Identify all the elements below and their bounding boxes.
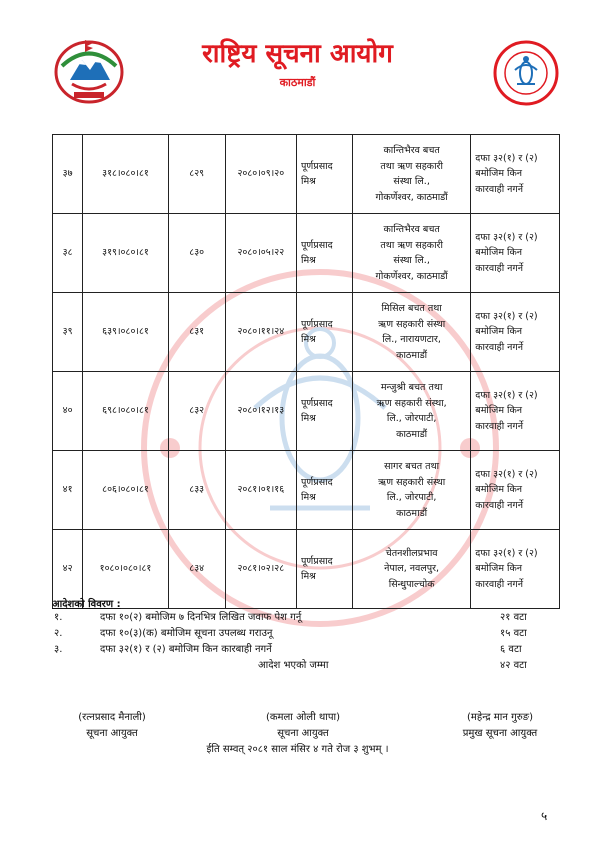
signatory-role: सूचना आयुक्त xyxy=(86,728,138,739)
summary-item xyxy=(52,610,560,626)
respondent-cell-line: लि., जोरपाटी, xyxy=(386,413,437,424)
summary-item-text: दफा ३२(१) र (२) बमोजिम किन कारबाही नगर्ने xyxy=(100,644,272,655)
decision-cell-line: दफा ३२(१) र (२) xyxy=(475,231,538,243)
order-date-cell: २०८१।०१।१६ xyxy=(225,451,296,530)
decision-cell-line: बमोजिम किन xyxy=(475,563,523,575)
respondent-cell-line: मिसिल बचत तथा xyxy=(381,303,442,314)
respondent-cell-line: कान्तिभैरव बचत xyxy=(383,224,440,235)
page-title: राष्ट्रिय सूचना आयोग xyxy=(202,39,393,69)
respondent-cell-line: सागर बचत तथा xyxy=(384,461,440,472)
order-number-cell: ८३३ xyxy=(168,451,225,530)
decision-cell xyxy=(471,293,560,372)
table-row xyxy=(53,135,560,214)
respondent-cell-line: तथा ऋण सहकारी xyxy=(380,160,443,172)
signatory-name: (महेन्द्र मान गुरुङ) xyxy=(467,712,533,723)
decision-cell-line: कारवाही नगर्ने xyxy=(475,262,524,274)
summary-item xyxy=(52,626,560,642)
decision-cell-line: कारवाही नगर्ने xyxy=(475,341,524,353)
order-date-cell: २०८०।०५।२२ xyxy=(225,214,296,293)
decision-cell xyxy=(471,135,560,214)
registration-number-cell: ८०६।०८०।८१ xyxy=(83,451,169,530)
respondent-cell-line: गोकर्णेश्वर, काठमाडौं xyxy=(375,270,448,282)
respondent-cell-line: काठमाडौं xyxy=(396,507,428,519)
registration-number-cell: ३१८।०८०।८१ xyxy=(83,135,169,214)
registration-number-cell: ३१९।०८०।८१ xyxy=(83,214,169,293)
signatory-role: सूचना आयुक्त xyxy=(277,728,329,739)
summary-item-count: ६ वटा xyxy=(500,644,522,655)
decision-cell xyxy=(471,372,560,451)
appellant-name-cell: पूर्णप्रसाद मिश्र xyxy=(297,214,353,293)
summary-title: आदेशको विवरण : xyxy=(52,599,121,610)
decision-cell-line: दफा ३२(१) र (२) xyxy=(475,310,538,322)
signatory-name: (कमला ओली थापा) xyxy=(265,712,341,723)
respondent-cell-line: ऋण सहकारी संस्था, xyxy=(376,397,447,409)
serial-number-cell: ४० xyxy=(53,372,83,451)
decision-cell-line: बमोजिम किन xyxy=(475,168,523,180)
table-row xyxy=(53,372,560,451)
decision-cell-line: दफा ३२(१) र (२) xyxy=(475,547,538,559)
decision-cell-line: बमोजिम किन xyxy=(475,405,523,417)
respondent-cell-line: काठमाडौं xyxy=(396,349,428,361)
order-number-cell: ८२९ xyxy=(168,135,225,214)
serial-number-cell: ३८ xyxy=(53,214,83,293)
serial-number-cell: ४२ xyxy=(53,530,83,609)
summary-item-number: ३. xyxy=(54,644,63,655)
respondent-cell-line: कान्तिभैरव बचत xyxy=(383,145,440,156)
decision-cell xyxy=(471,214,560,293)
summary-total-label: आदेश भएको जम्मा xyxy=(258,660,329,671)
signature-block xyxy=(52,710,172,742)
decision-cell-line: कारवाही नगर्ने xyxy=(475,420,524,432)
respondent-cell-line: मन्जुश्री बचत तथा xyxy=(380,382,443,393)
order-date-cell: २०८१।०२।२८ xyxy=(225,530,296,609)
table-row xyxy=(53,451,560,530)
decision-cell-line: कारवाही नगर्ने xyxy=(475,183,524,195)
appellant-name-cell: पूर्णप्रसाद मिश्र xyxy=(297,372,353,451)
respondent-cell-line: गोकर्णेश्वर, काठमाडौं xyxy=(375,191,448,203)
decision-cell-line: बमोजिम किन xyxy=(475,484,523,496)
serial-number-cell: ३७ xyxy=(53,135,83,214)
appellant-name-cell: पूर्णप्रसाद मिश्र xyxy=(297,451,353,530)
decision-cell-line: दफा ३२(१) र (२) xyxy=(475,389,538,401)
appellant-name-cell: पूर्णप्रसाद मिश्र xyxy=(297,293,353,372)
table-row xyxy=(53,293,560,372)
decision-cell xyxy=(471,451,560,530)
order-date-cell: २०८०।११।२४ xyxy=(225,293,296,372)
order-summary xyxy=(52,596,560,674)
decision-cell-line: बमोजिम किन xyxy=(475,247,523,259)
respondent-cell-line: सिन्धुपाल्चोक xyxy=(388,578,435,590)
respondent-cell-line: चेतनशीलप्रभाव xyxy=(385,547,438,559)
respondent-cell-line: तथा ऋण सहकारी xyxy=(380,239,443,251)
serial-number-cell: ३९ xyxy=(53,293,83,372)
table-row xyxy=(53,214,560,293)
order-number-cell: ८३१ xyxy=(168,293,225,372)
order-number-cell: ८३० xyxy=(168,214,225,293)
orders-table xyxy=(52,134,560,609)
respondent-cell-line: संस्था लि., xyxy=(393,176,430,187)
respondent-cell xyxy=(353,214,471,293)
signature-block xyxy=(432,710,568,742)
respondent-cell-line: ऋण सहकारी संस्था xyxy=(378,476,446,488)
decision-cell-line: कारवाही नगर्ने xyxy=(475,499,524,511)
decision-cell-line: दफा ३२(१) र (२) xyxy=(475,468,538,480)
respondent-cell-line: लि., नारायणटार, xyxy=(382,334,441,345)
order-date-cell: २०८०।०९।२० xyxy=(225,135,296,214)
commission-logo xyxy=(493,40,559,106)
page-number: ५ xyxy=(541,809,548,823)
summary-total xyxy=(52,658,560,674)
appellant-name-cell: पूर्णप्रसाद मिश्र xyxy=(297,530,353,609)
order-date-cell: २०८०।१२।१३ xyxy=(225,372,296,451)
registration-number-cell: १०८०।०८०।८१ xyxy=(83,530,169,609)
summary-item xyxy=(52,642,560,658)
order-number-cell: ८३४ xyxy=(168,530,225,609)
summary-total-count: ४२ वटा xyxy=(500,660,527,671)
summary-item-count: १५ वटा xyxy=(500,628,527,639)
appellant-name-cell: पूर्णप्रसाद मिश्र xyxy=(297,135,353,214)
date-line: ईति सम्वत् २०८१ साल मंसिर ४ गते रोज ३ शुभम् । xyxy=(206,744,389,755)
respondent-cell xyxy=(353,372,471,451)
summary-item-text: दफा १०(३)(क) बमोजिम सूचना उपलब्ध गराउनू xyxy=(100,628,273,639)
decision-cell-line: कारवाही नगर्ने xyxy=(475,578,524,590)
registration-number-cell: ६९८।०८०।८१ xyxy=(83,372,169,451)
serial-number-cell: ४१ xyxy=(53,451,83,530)
summary-item-count: २१ वटा xyxy=(500,612,527,623)
signatory-name: (रत्नप्रसाद मैनाली) xyxy=(78,712,146,723)
summary-item-number: १. xyxy=(54,612,63,623)
respondent-cell-line: नेपाल, नवलपुर, xyxy=(384,563,440,575)
respondent-cell xyxy=(353,293,471,372)
respondent-cell-line: ऋण सहकारी संस्था xyxy=(378,318,446,330)
order-number-cell: ८३२ xyxy=(168,372,225,451)
signatory-role: प्रमुख सूचना आयुक्त xyxy=(462,728,538,739)
decision-cell-line: दफा ३२(१) र (२) xyxy=(475,152,538,164)
respondent-cell xyxy=(353,135,471,214)
decision-cell-line: बमोजिम किन xyxy=(475,326,523,338)
page-subtitle: काठमाडौं xyxy=(279,76,316,89)
registration-number-cell: ६३९।०८०।८१ xyxy=(83,293,169,372)
summary-item-text: दफा १०(२) बमोजिम ७ दिनभित्र लिखित जवाफ पेश गर्नू xyxy=(100,612,302,623)
respondent-cell-line: संस्था लि., xyxy=(393,255,430,266)
respondent-cell-line: लि., जोरपाटी, xyxy=(386,492,437,503)
respondent-cell xyxy=(353,451,471,530)
respondent-cell-line: काठमाडौं xyxy=(396,428,428,440)
summary-item-number: २. xyxy=(54,628,63,639)
signature-block xyxy=(238,710,368,742)
